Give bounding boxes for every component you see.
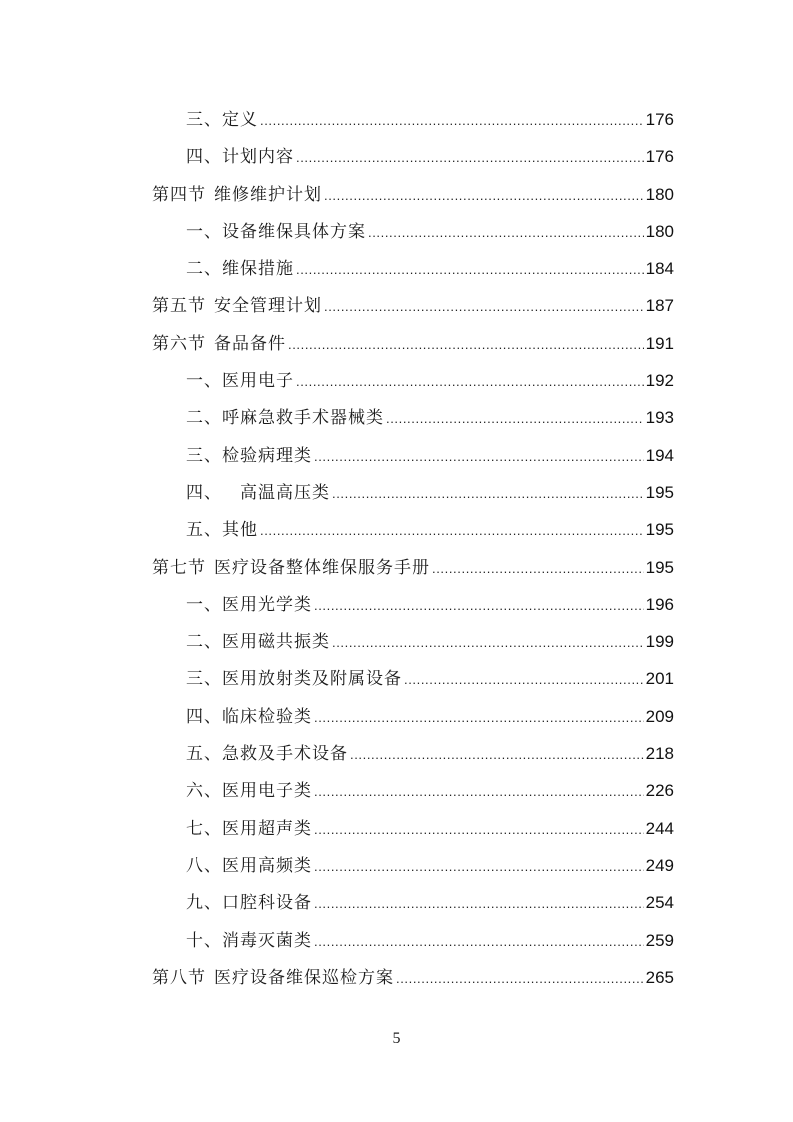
toc-leader-dots <box>260 512 644 549</box>
toc-entry[interactable] <box>152 586 674 623</box>
toc-entry-label <box>186 587 312 624</box>
toc-entry-number: 二、 <box>186 408 222 429</box>
toc-entry-number: 三、 <box>186 445 222 466</box>
toc-entry-title: 安全管理计划 <box>214 296 322 317</box>
toc-entry-title: 消毒灭菌类 <box>222 930 312 951</box>
toc-entry[interactable] <box>152 698 674 735</box>
toc-entry-title: 维保措施 <box>222 259 294 280</box>
toc-entry-page: 199 <box>645 632 674 652</box>
toc-entry-number: 一、 <box>186 594 222 615</box>
toc-entry-label <box>186 438 312 475</box>
toc-entry-page: 194 <box>645 445 674 465</box>
toc-entry-number: 第四节 <box>152 184 206 205</box>
toc-entry-number: 第五节 <box>152 296 206 317</box>
toc-entry-title: 计划内容 <box>222 147 294 168</box>
toc-entry-title: 医疗设备维保巡检方案 <box>214 967 394 988</box>
toc-entry-title: 其他 <box>222 520 258 541</box>
toc-leader-dots <box>314 699 644 736</box>
toc-entry-page: 196 <box>645 594 674 614</box>
toc-entry[interactable] <box>152 959 674 996</box>
toc-leader-dots <box>432 550 644 587</box>
toc-leader-dots <box>314 848 644 885</box>
toc-entry-page: 218 <box>645 744 674 764</box>
toc-entry-label <box>186 400 384 437</box>
toc-entry-label <box>186 885 312 922</box>
toc-entry-number: 二、 <box>186 259 222 280</box>
toc-entry-label <box>186 363 294 400</box>
toc-entry-page: 176 <box>645 147 674 167</box>
toc-entry-label <box>186 811 312 848</box>
toc-entry-title: 呼麻急救手术器械类 <box>222 408 384 429</box>
toc-entry-number: 一、 <box>186 221 222 242</box>
toc-entry[interactable] <box>152 138 674 175</box>
table-of-contents <box>152 101 674 996</box>
toc-entry-label <box>186 923 312 960</box>
toc-entry[interactable] <box>152 884 674 921</box>
toc-entry[interactable] <box>152 772 674 809</box>
toc-entry-title: 急救及手术设备 <box>222 744 348 765</box>
toc-entry-number: 三、 <box>186 110 222 130</box>
toc-leader-dots <box>332 475 644 512</box>
toc-entry[interactable] <box>152 362 674 399</box>
toc-entry-title: 医用光学类 <box>222 594 312 615</box>
toc-entry-label <box>186 102 258 139</box>
toc-entry-title: 检验病理类 <box>222 445 312 466</box>
toc-entry-title: 定义 <box>222 110 258 130</box>
toc-entry-label <box>186 661 402 698</box>
toc-entry-label <box>186 736 348 773</box>
toc-leader-dots <box>314 587 644 624</box>
toc-entry-page: 195 <box>645 520 674 540</box>
toc-entry-number: 第六节 <box>152 333 206 354</box>
toc-entry[interactable] <box>152 511 674 548</box>
toc-entry-title: 医用高频类 <box>222 855 312 876</box>
toc-entry-number: 八、 <box>186 855 222 876</box>
toc-entry-number: 第八节 <box>152 967 206 988</box>
toc-entry-label <box>186 214 366 251</box>
toc-leader-dots <box>368 214 644 251</box>
toc-entry-page: 226 <box>645 781 674 801</box>
toc-entry-label <box>186 475 330 512</box>
toc-leader-dots <box>314 773 644 810</box>
toc-entry[interactable] <box>152 474 674 511</box>
toc-entry-page: 176 <box>645 110 674 129</box>
toc-entry-title: 医用电子类 <box>222 781 312 802</box>
toc-entry-label <box>186 139 294 176</box>
toc-leader-dots <box>296 251 644 288</box>
toc-leader-dots <box>386 400 644 437</box>
toc-leader-dots <box>404 661 644 698</box>
toc-leader-dots <box>324 177 644 214</box>
toc-entry-page: 195 <box>645 482 674 502</box>
toc-entry-page: 180 <box>645 221 674 241</box>
toc-leader-dots <box>324 288 644 325</box>
toc-entry-number: 七、 <box>186 818 222 839</box>
toc-entry-title: 临床检验类 <box>222 706 312 727</box>
toc-entry-title: 医疗设备整体维保服务手册 <box>214 557 430 578</box>
toc-entry[interactable] <box>152 399 674 436</box>
toc-entry-page: 193 <box>645 408 674 428</box>
toc-entry[interactable] <box>152 287 674 324</box>
toc-entry-page: 249 <box>645 855 674 875</box>
toc-leader-dots <box>350 736 644 773</box>
toc-entry-label <box>186 624 330 661</box>
toc-entry-page: 259 <box>645 930 674 950</box>
toc-entry-page: 254 <box>645 893 674 913</box>
toc-entry[interactable] <box>152 325 674 362</box>
toc-leader-dots <box>260 102 644 139</box>
toc-entry[interactable] <box>152 623 674 660</box>
toc-entry-page: 244 <box>645 818 674 838</box>
toc-leader-dots <box>314 885 644 922</box>
toc-entry-label <box>152 550 430 587</box>
toc-entry[interactable] <box>152 810 674 847</box>
toc-entry-page: 265 <box>645 967 674 987</box>
toc-entry-number: 十、 <box>186 930 222 951</box>
toc-entry-page: 192 <box>645 371 674 391</box>
toc-leader-dots <box>296 363 644 400</box>
toc-entry-page: 209 <box>645 706 674 726</box>
toc-entry-page: 187 <box>645 296 674 316</box>
toc-entry-number: 三、 <box>186 669 222 690</box>
toc-entry-label <box>152 960 394 997</box>
toc-entry-title: 设备维保具体方案 <box>222 221 366 242</box>
toc-entry-label <box>152 177 322 214</box>
toc-entry-label <box>186 773 312 810</box>
toc-entry-number: 九、 <box>186 893 222 914</box>
toc-leader-dots <box>314 811 644 848</box>
toc-entry-page: 184 <box>645 259 674 279</box>
toc-entry-title: 医用电子 <box>222 371 294 392</box>
toc-entry-title: 医用磁共振类 <box>222 632 330 653</box>
toc-entry-number: 五、 <box>186 744 222 765</box>
toc-entry-label <box>152 288 322 325</box>
toc-entry-label <box>186 848 312 885</box>
toc-entry-page: 191 <box>645 333 674 353</box>
toc-entry-label <box>152 326 286 363</box>
toc-entry[interactable] <box>152 847 674 884</box>
toc-entry-label <box>186 251 294 288</box>
toc-entry-title: 维修维护计划 <box>214 184 322 205</box>
toc-leader-dots <box>314 923 644 960</box>
toc-entry[interactable] <box>152 549 674 586</box>
toc-entry-number: 二、 <box>186 632 222 653</box>
toc-entry[interactable] <box>152 250 674 287</box>
toc-entry[interactable] <box>152 101 674 138</box>
toc-entry-title: 高温高压类 <box>240 482 330 503</box>
toc-entry-title: 医用放射类及附属设备 <box>222 669 402 690</box>
toc-leader-dots <box>288 326 644 363</box>
toc-entry-title: 备品备件 <box>214 333 286 354</box>
toc-entry[interactable] <box>152 922 674 959</box>
toc-entry-title: 医用超声类 <box>222 818 312 839</box>
toc-entry-label <box>186 512 258 549</box>
toc-leader-dots <box>396 960 644 997</box>
toc-entry-number: 四、 <box>186 147 222 168</box>
toc-entry-number: 一、 <box>186 371 222 392</box>
toc-entry-number: 第七节 <box>152 557 206 578</box>
toc-entry-page: 201 <box>645 669 674 689</box>
toc-entry[interactable] <box>152 176 674 213</box>
toc-entry[interactable] <box>152 660 674 697</box>
toc-entry[interactable] <box>152 735 674 772</box>
page-number: 5 <box>392 1030 401 1047</box>
toc-entry-number: 六、 <box>186 781 222 802</box>
toc-entry[interactable] <box>152 213 674 250</box>
toc-entry-number: 四、 <box>186 706 222 727</box>
toc-leader-dots <box>314 438 644 475</box>
toc-entry-title: 口腔科设备 <box>222 893 312 914</box>
toc-entry-page: 195 <box>645 557 674 577</box>
toc-entry-number: 四、 <box>186 482 222 503</box>
toc-entry[interactable] <box>152 437 674 474</box>
toc-entry-page: 180 <box>645 184 674 204</box>
toc-entry-label <box>186 699 312 736</box>
toc-leader-dots <box>332 624 644 661</box>
toc-leader-dots <box>296 139 644 176</box>
toc-entry-number: 五、 <box>186 520 222 541</box>
